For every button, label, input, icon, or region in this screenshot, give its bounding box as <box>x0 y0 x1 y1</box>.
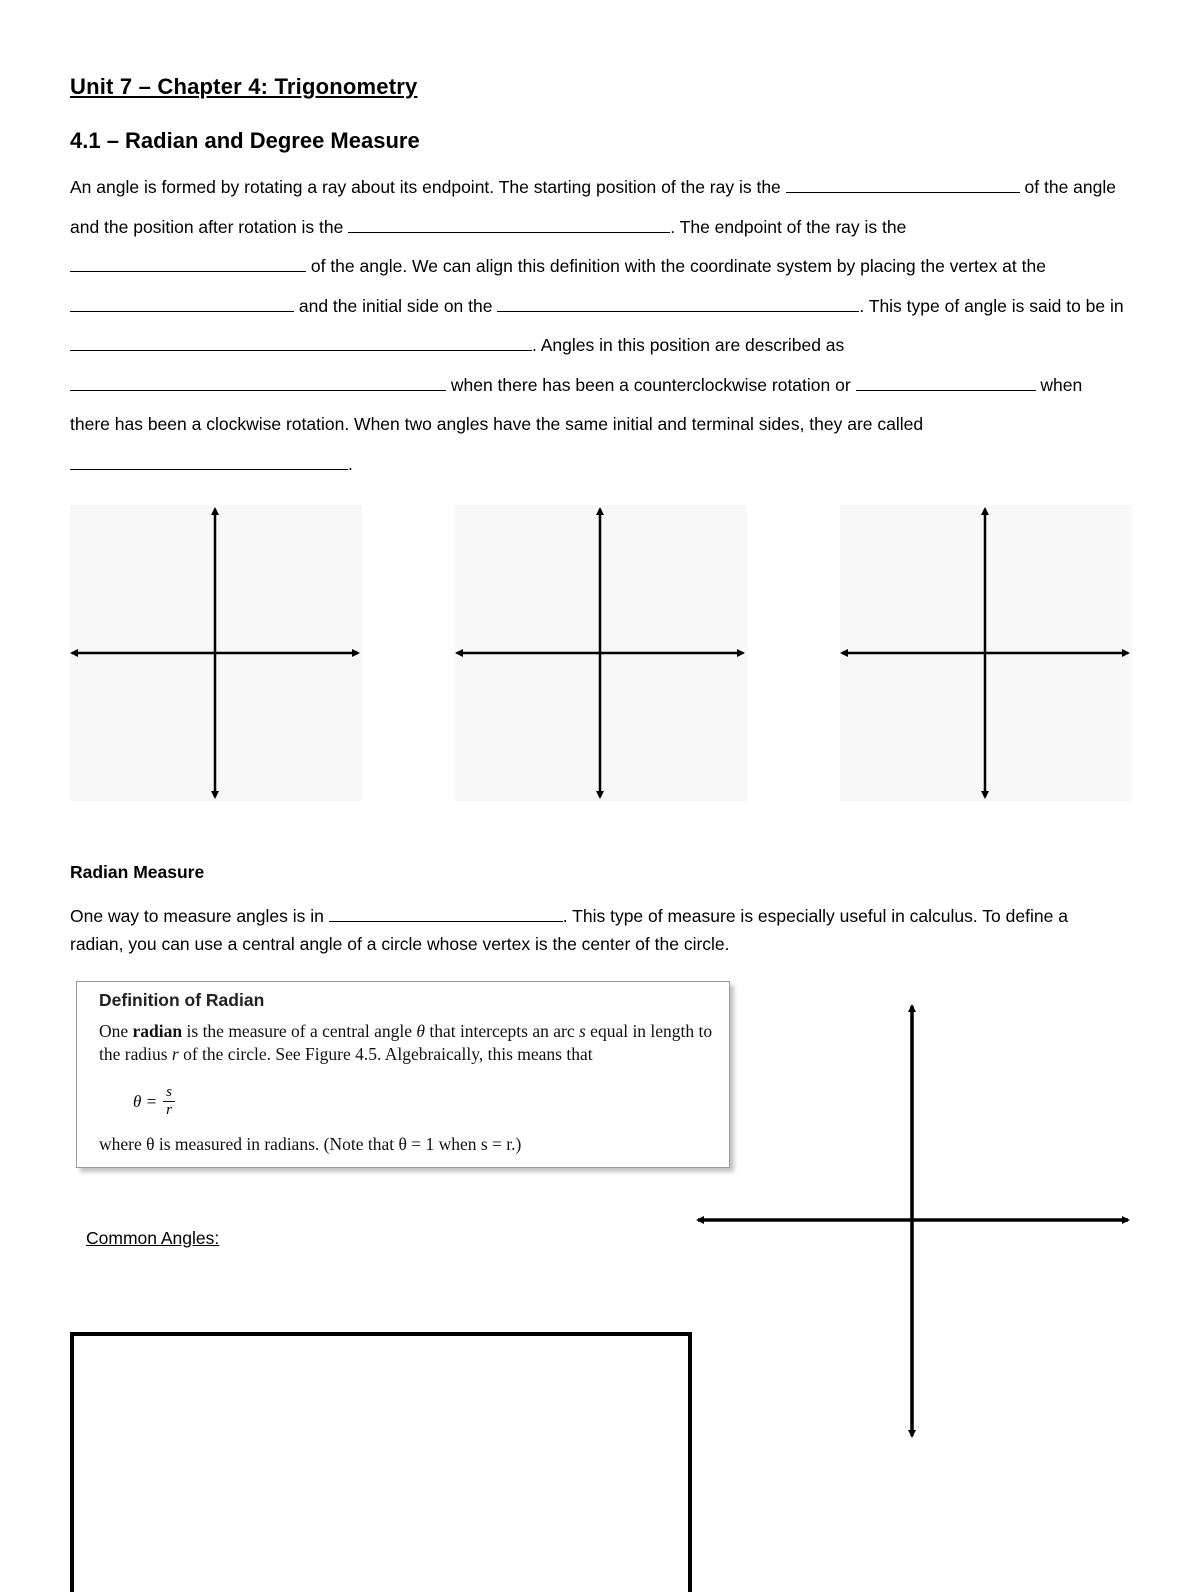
formula-fraction <box>163 1084 175 1119</box>
section-title: 4.1 – Radian and Degree Measure <box>70 128 420 153</box>
blank-positive-x-axis[interactable] <box>497 293 859 312</box>
blank-initial-side[interactable] <box>786 174 1020 193</box>
formula-lhs: θ = <box>133 1091 158 1111</box>
def-text-bold: radian <box>132 1021 183 1041</box>
radian-text: . This type of measure is especially useful in calculus. To define a radian, you can use a central angle of a circle whose vertex is the center of the circle. <box>70 906 1068 954</box>
intro-text: of the angle and the position after rotation is the <box>70 177 1116 237</box>
def-text-part: is the measure of a central angle <box>182 1021 417 1041</box>
common-angles-label: Common Angles: <box>86 1228 220 1248</box>
coordinate-axes-large <box>694 1002 1134 1447</box>
answer-box[interactable] <box>70 1332 692 1592</box>
blank-origin[interactable] <box>70 293 294 312</box>
intro-paragraph <box>70 168 1125 484</box>
radian-paragraph <box>70 902 1120 958</box>
blank-coterminal[interactable] <box>70 451 348 470</box>
coordinate-axes-3 <box>840 505 1132 801</box>
blank-terminal-side[interactable] <box>348 214 670 233</box>
formula-denominator: r <box>166 1102 172 1118</box>
radian-formula <box>133 1084 175 1119</box>
intro-text: when there has been a counterclockwise rotation or <box>446 374 856 395</box>
blank-vertex[interactable] <box>70 253 306 272</box>
definition-box <box>76 981 730 1168</box>
intro-text: . Angles in this position are described as <box>532 335 845 355</box>
s-symbol: s <box>578 1021 586 1041</box>
definition-title: Definition of Radian <box>99 990 265 1010</box>
def-text-part: equal in length to the radius <box>99 1021 713 1064</box>
radian-text: One way to measure angles is in <box>70 906 329 926</box>
r-symbol: r <box>171 1043 179 1064</box>
intro-text: when there has been a clockwise rotation. When two angles have the same initial and terminal sides, they are called <box>70 374 1083 434</box>
blank-positive[interactable] <box>70 372 446 391</box>
blank-standard-position[interactable] <box>70 332 532 351</box>
def-text-part: One <box>99 1021 133 1041</box>
blank-radians[interactable] <box>329 903 563 922</box>
coordinate-axes-2 <box>455 505 747 801</box>
definition-note: where θ is measured in radians. (Note that θ = 1 when s = r.) <box>99 1134 522 1154</box>
definition-text <box>99 1020 719 1065</box>
blank-negative[interactable] <box>856 372 1036 391</box>
intro-text: . The endpoint of the ray is the <box>670 216 907 237</box>
def-text-part: of the circle. See Figure 4.5. Algebraically, this means that <box>178 1043 593 1064</box>
intro-text: of the angle. We can align this definition with the coordinate system by placing the vertex at the <box>306 256 1046 276</box>
formula-numerator: s <box>166 1084 172 1100</box>
theta-symbol: θ <box>416 1021 425 1041</box>
intro-text: and the initial side on the <box>294 295 498 316</box>
intro-text: . <box>348 453 353 474</box>
coordinate-axes-1 <box>70 505 362 801</box>
def-text-part: that intercepts an arc <box>424 1021 579 1041</box>
intro-text: . This type of angle is said to be in <box>859 295 1124 316</box>
intro-text: An angle is formed by rotating a ray about its endpoint. The starting position of the ray is the <box>70 177 786 197</box>
radian-measure-heading: Radian Measure <box>70 862 205 882</box>
page-title: Unit 7 – Chapter 4: Trigonometry <box>70 74 418 99</box>
